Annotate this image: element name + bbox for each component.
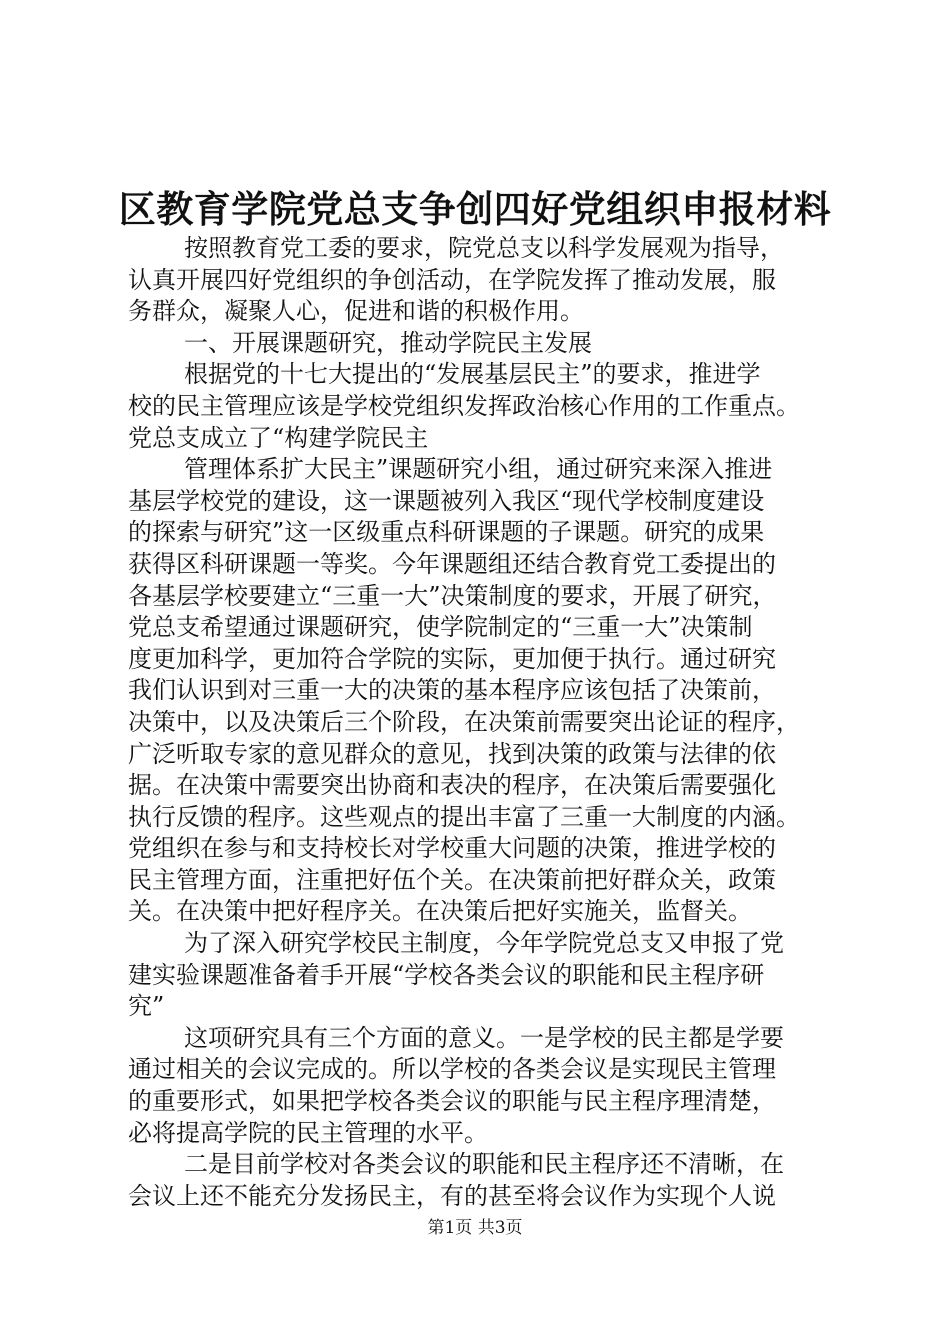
body-line: 关。在决策中把好程序关。在决策后把好实施关，监督关。 (128, 897, 752, 926)
body-line: 建实验课题准备着手开展“学校各类会议的职能和民主程序研 (128, 960, 765, 989)
body-line: 广泛听取专家的意见群众的意见，找到决策的政策与法律的依 (128, 739, 776, 768)
body-line: 基层学校党的建设，这一课题被列入我区“现代学校制度建设 (128, 486, 765, 515)
body-line: 管理体系扩大民主”课题研究小组，通过研究来深入推进 (184, 455, 773, 484)
section-heading: 一、开展课题研究，推动学院民主发展 (184, 328, 592, 357)
body-line: 民主管理方面，注重把好伍个关。在决策前把好群众关，政策 (128, 865, 776, 894)
body-line: 党总支成立了“构建学院民主 (128, 423, 429, 452)
body-line: 执行反馈的程序。这些观点的提出丰富了三重一大制度的内涵。 (128, 802, 800, 831)
body-line: 会议上还不能充分发扬民主，有的甚至将会议作为实现个人说 (128, 1181, 776, 1210)
body-line: 究” (128, 992, 165, 1021)
body-line: 根据党的十七大提出的“发展基层民主”的要求，推进学 (184, 360, 761, 389)
body-line: 我们认识到对三重一大的决策的基本程序应该包括了决策前， (128, 676, 776, 705)
body-line: 党总支希望通过课题研究，使学院制定的“三重一大”决策制 (128, 613, 753, 642)
body-line: 决策中，以及决策后三个阶段，在决策前需要突出论证的程序， (128, 707, 800, 736)
page-footer: 第1页 共3页 (427, 1218, 523, 1238)
body-line: 二是目前学校对各类会议的职能和民主程序还不清晰，在 (184, 1150, 784, 1179)
body-line: 党组织在参与和支持校长对学校重大问题的决策，推进学校的 (128, 834, 776, 863)
document-title: 区教育学院党总支争创四好党组织申报材料 (118, 187, 832, 231)
body-line: 的重要形式，如果把学校各类会议的职能与民主程序理清楚， (128, 1087, 776, 1116)
body-line: 度更加科学，更加符合学院的实际，更加便于执行。通过研究 (128, 644, 776, 673)
body-line: 各基层学校要建立“三重一大”决策制度的要求，开展了研究， (128, 581, 777, 610)
body-line: 为了深入研究学校民主制度，今年学院党总支又申报了党 (184, 929, 784, 958)
body-line: 校的民主管理应该是学校党组织发挥政治核心作用的工作重点。 (128, 391, 800, 420)
body-line: 这项研究具有三个方面的意义。一是学校的民主都是学要 (184, 1023, 784, 1052)
body-line: 据。在决策中需要突出协商和表决的程序，在决策后需要强化 (128, 771, 776, 800)
document-body (128, 233, 833, 1212)
body-line: 获得区科研课题一等奖。今年课题组还结合教育党工委提出的 (128, 549, 776, 578)
body-line: 必将提高学院的民主管理的水平。 (128, 1118, 488, 1147)
body-line: 务群众，凝聚人心，促进和谐的积极作用。 (128, 297, 584, 326)
body-line: 的探索与研究”这一区级重点科研课题的子课题。研究的成果 (128, 518, 765, 547)
body-line: 按照教育党工委的要求，院党总支以科学发展观为指导， (184, 234, 784, 262)
body-line: 通过相关的会议完成的。所以学校的各类会议是实现民主管理 (128, 1055, 776, 1084)
body-line: 认真开展四好党组织的争创活动，在学院发挥了推动发展，服 (128, 265, 776, 294)
